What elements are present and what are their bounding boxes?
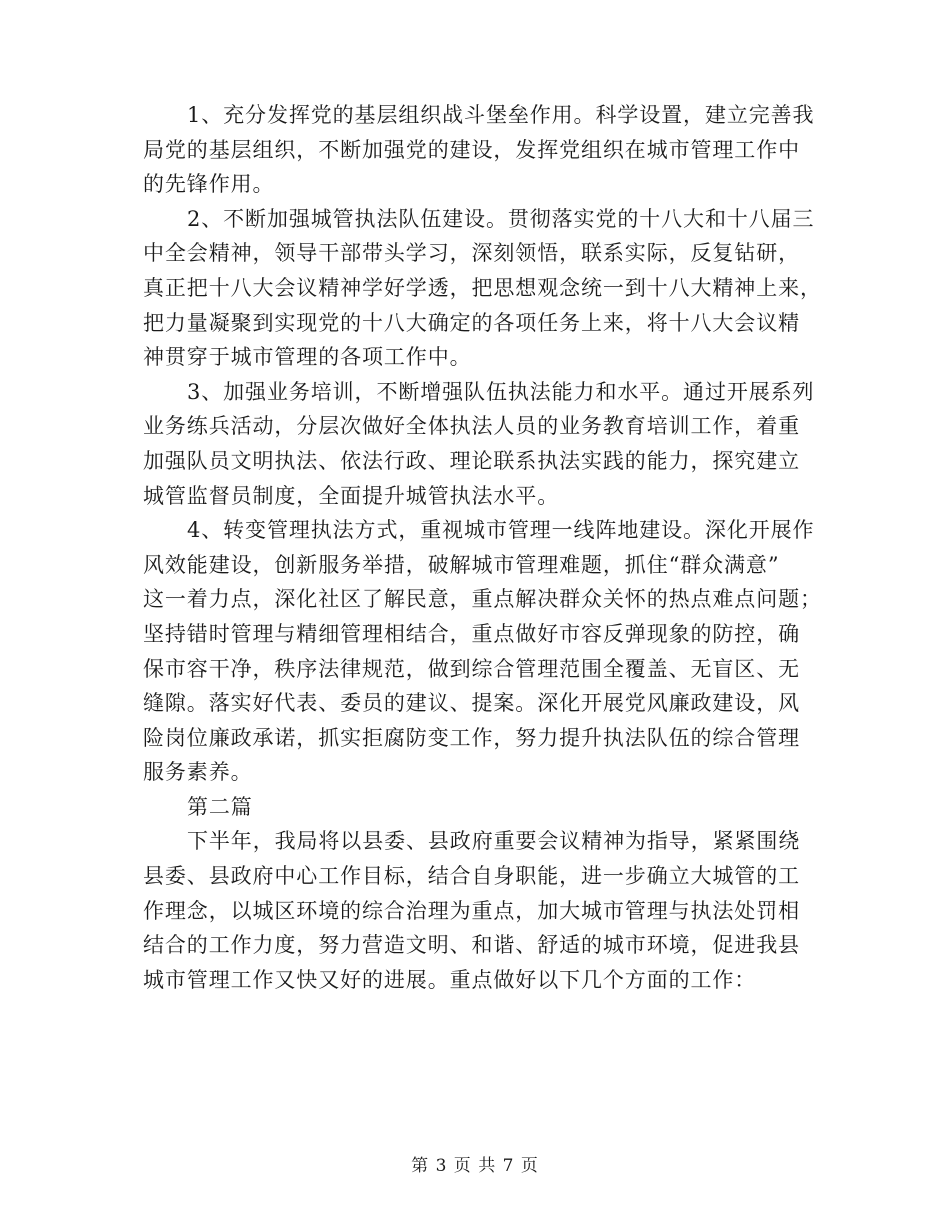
page-number-footer: 第 3 页 共 7 页 bbox=[411, 1156, 539, 1176]
section-heading: 第二篇 bbox=[187, 794, 253, 819]
paragraph-line: 缝隙。落实好代表、委员的建议、提案。深化开展党风廉政建设，风 bbox=[143, 691, 800, 716]
paragraph-line: 结合的工作力度，努力营造文明、和谐、舒适的城市环境，促进我县 bbox=[143, 933, 800, 958]
document-body bbox=[143, 98, 822, 997]
paragraph-line: 县委、县政府中心工作目标，结合自身职能，进一步确立大城管的工 bbox=[143, 864, 800, 889]
paragraph-line: 1、充分发挥党的基层组织战斗堡垒作用。科学设置，建立完善我 bbox=[187, 103, 815, 127]
paragraph-line: 3、加强业务培训，不断增强队伍执法能力和水平。通过开展系列 bbox=[187, 379, 815, 404]
paragraph-line: 的先锋作用。 bbox=[143, 172, 275, 197]
paragraph-3 bbox=[143, 375, 813, 513]
paragraph-line: 2、不断加强城管执法队伍建设。贯彻落实党的十八大和十八届三 bbox=[187, 206, 815, 231]
paragraph-line: 下半年，我局将以县委、县政府重要会议精神为指导，紧紧围绕 bbox=[187, 829, 801, 854]
paragraph-line: 作理念，以城区环境的综合治理为重点，加大城市管理与执法处罚相 bbox=[143, 898, 800, 923]
paragraph-line: 险岗位廉政承诺，抓实拒腐防变工作，努力提升执法队伍的综合管理 bbox=[143, 725, 800, 750]
paragraph-line: 真正把十八大会议精神学好学透，把思想观念统一到十八大精神上来， bbox=[143, 275, 822, 300]
paragraph-line: 把力量凝聚到实现党的十八大确定的各项任务上来，将十八大会议精 bbox=[143, 310, 800, 335]
paragraph-line: 城管监督员制度，全面提升城管执法水平。 bbox=[143, 483, 560, 508]
paragraph-line: 局党的基层组织，不断加强党的建设，发挥党组织在城市管理工作中 bbox=[143, 137, 800, 162]
paragraph-1 bbox=[143, 98, 813, 202]
paragraph-line: 服务素养。 bbox=[143, 760, 253, 785]
paragraph-4 bbox=[143, 513, 822, 790]
section-paragraph bbox=[143, 824, 813, 997]
paragraph-line: 中全会精神，领导干部带头学习，深刻领悟，联系实际，反复钻研， bbox=[143, 241, 800, 266]
paragraph-line: 保市容干净，秩序法律规范，做到综合管理范围全覆盖、无盲区、无 bbox=[143, 656, 800, 681]
paragraph-line: 城市管理工作又快又好的进展。重点做好以下几个方面的工作： bbox=[143, 967, 757, 992]
paragraph-line: 业务练兵活动，分层次做好全体执法人员的业务教育培训工作，着重 bbox=[143, 414, 800, 439]
paragraph-line: 坚持错时管理与精细管理相结合，重点做好市容反弹现象的防控，确 bbox=[143, 621, 800, 646]
paragraph-line: 加强队员文明执法、依法行政、理论联系执法实践的能力，探究建立 bbox=[143, 448, 800, 473]
paragraph-line: 这一着力点，深化社区了解民意，重点解决群众关怀的热点难点问题； bbox=[143, 587, 822, 612]
paragraph-line: 神贯穿于城市管理的各项工作中。 bbox=[143, 345, 472, 370]
paragraph-line: 风效能建设，创新服务举措，破解城市管理难题，抓住“群众满意” bbox=[143, 552, 780, 577]
paragraph-2 bbox=[143, 202, 822, 375]
paragraph-line: 4、转变管理执法方式，重视城市管理一线阵地建设。深化开展作 bbox=[187, 518, 815, 543]
